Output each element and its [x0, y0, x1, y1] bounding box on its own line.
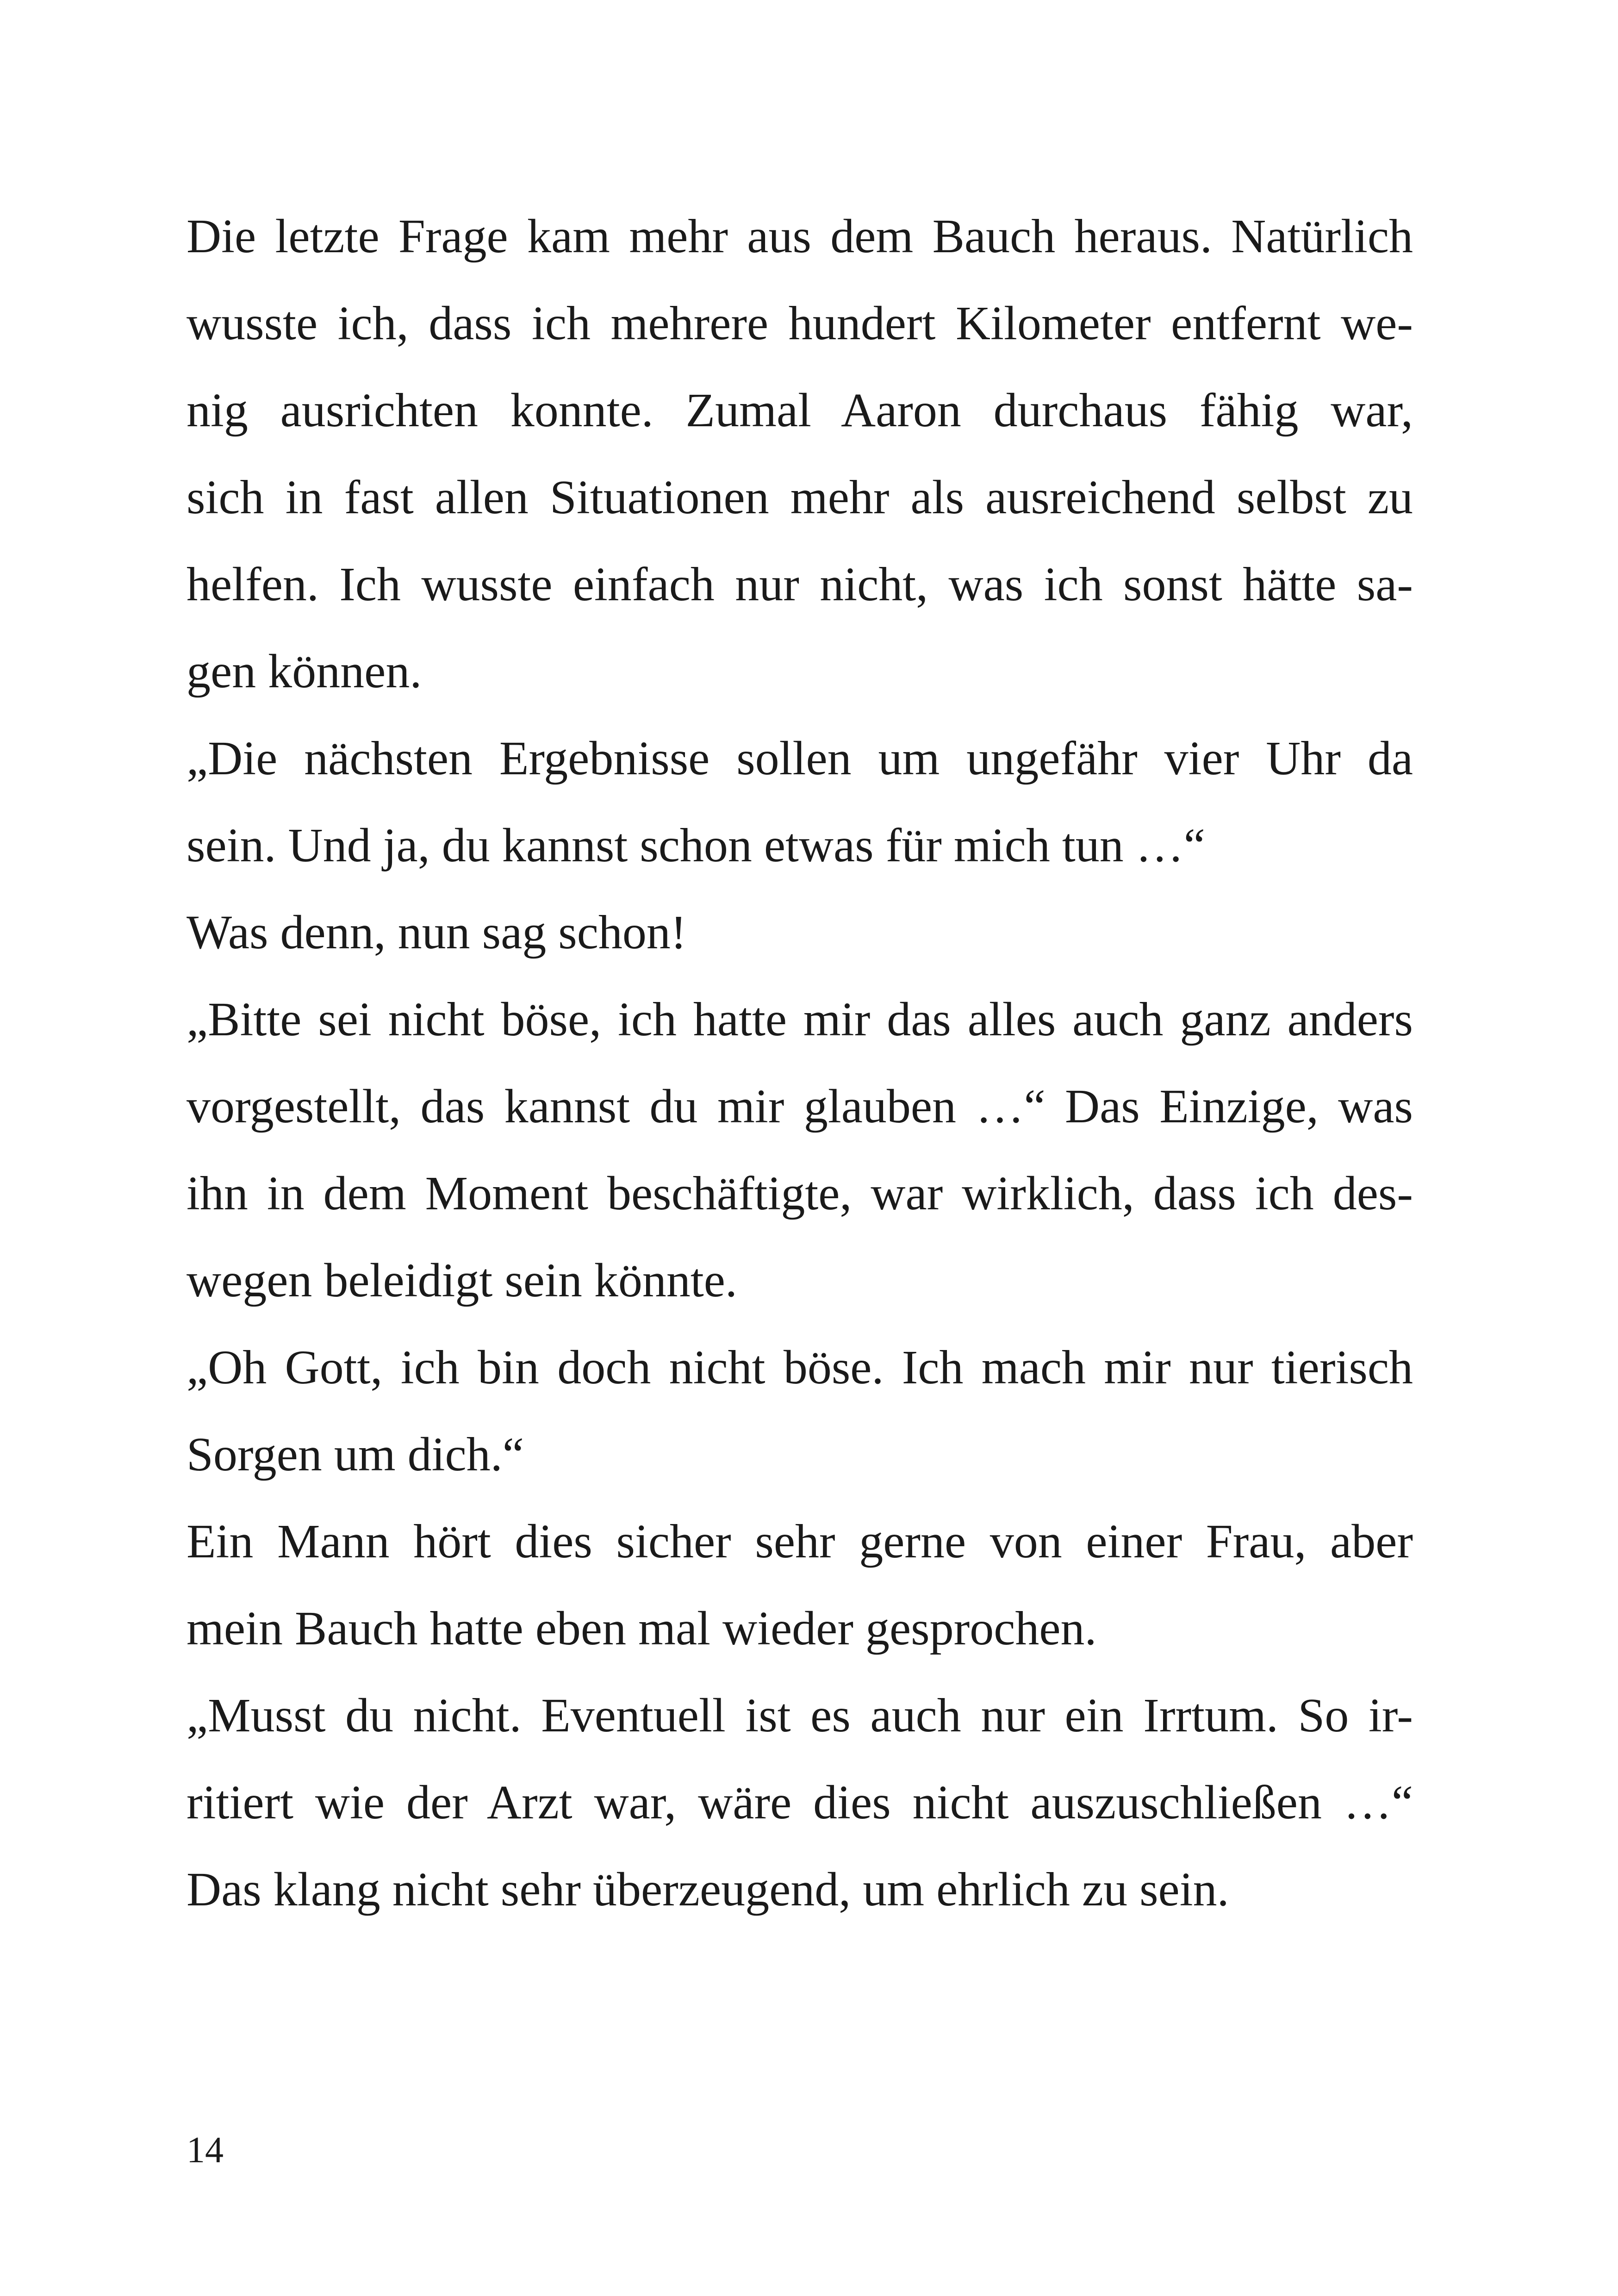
text-line: vorgestellt, das kannst du mir glauben …“ Das Einzige, was — [187, 1080, 1413, 1133]
text-line: wegen beleidigt sein könnte. — [187, 1254, 737, 1307]
text-line: ihn in dem Moment beschäftigte, war wirklich, dass ich des- — [187, 1167, 1413, 1220]
text-line: nig ausrichten konnte. Zumal Aaron durchaus fähig war, — [187, 384, 1413, 437]
text-line: Das klang nicht sehr überzeugend, um ehrlich zu sein. — [187, 1863, 1229, 1916]
text-line: Sorgen um dich.“ — [187, 1428, 524, 1481]
page-number: 14 — [187, 2130, 224, 2171]
text-line: gen können. — [187, 645, 422, 698]
text-line: wusste ich, dass ich mehrere hundert Kilometer entfernt we- — [187, 297, 1413, 350]
body-text — [187, 202, 1413, 1942]
text-line: „Musst du nicht. Eventuell ist es auch nur ein Irrtum. So ir- — [187, 1689, 1413, 1742]
text-line: „Bitte sei nicht böse, ich hatte mir das alles auch ganz anders — [187, 993, 1413, 1046]
text-line: sich in fast allen Situationen mehr als ausreichend selbst zu — [187, 471, 1413, 524]
text-line: Ein Mann hört dies sicher sehr gerne von einer Frau, aber — [187, 1515, 1413, 1568]
text-line: ritiert wie der Arzt war, wäre dies nicht auszuschließen …“ — [187, 1776, 1413, 1829]
text-line: Die letzte Frage kam mehr aus dem Bauch heraus. Natürlich — [187, 210, 1413, 263]
text-line: „Oh Gott, ich bin doch nicht böse. Ich mach mir nur tierisch — [187, 1341, 1413, 1394]
text-line: helfen. Ich wusste einfach nur nicht, was ich sonst hätte sa- — [187, 558, 1413, 611]
text-line: Was denn, nun sag schon! — [187, 906, 687, 959]
text-line: „Die nächsten Ergebnisse sollen um ungefähr vier Uhr da — [187, 732, 1413, 785]
text-line: mein Bauch hatte eben mal wieder gesprochen. — [187, 1602, 1097, 1655]
text-line: sein. Und ja, du kannst schon etwas für mich tun …“ — [187, 819, 1205, 872]
